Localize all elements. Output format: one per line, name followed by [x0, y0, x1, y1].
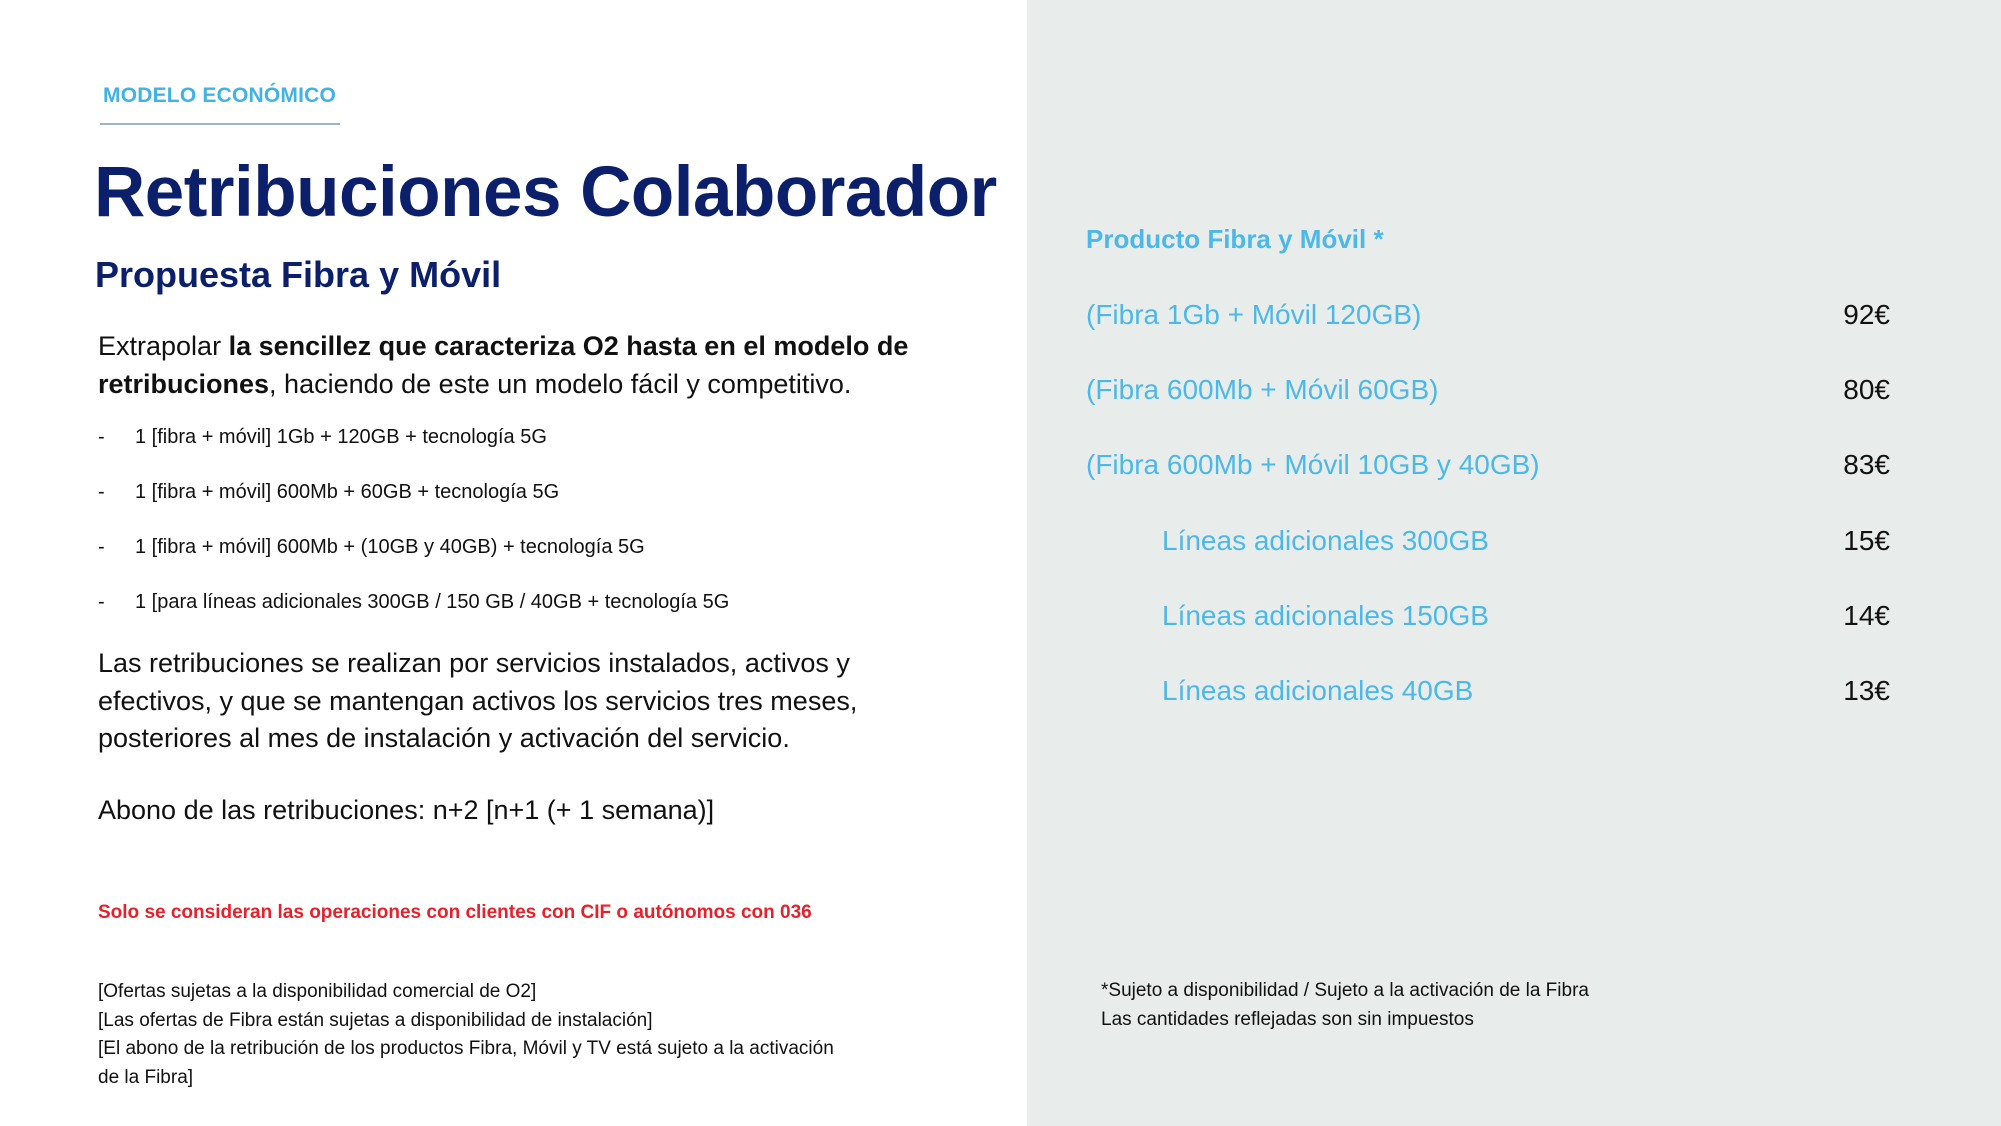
abono-text: Abono de las retribuciones: n+2 [n+1 (+ 1 semana)] [98, 795, 715, 825]
section-divider [100, 123, 340, 125]
product-name: Líneas adicionales 300GB [1162, 525, 1489, 556]
intro-part1: Extrapolar [98, 331, 229, 361]
price-row [1086, 600, 1890, 640]
bullet-text: 1 [fibra + móvil] 1Gb + 120GB + tecnología 5G [135, 426, 547, 448]
price-row [1086, 299, 1890, 339]
warning-text: Solo se consideran las operaciones con clientes con CIF o autónomos con 036 [98, 902, 812, 923]
product-price: 15€ [1843, 525, 1890, 556]
product-price: 14€ [1843, 600, 1890, 631]
bullet-text: 1 [fibra + móvil] 600Mb + 60GB + tecnología 5G [135, 481, 560, 503]
product-price: 92€ [1843, 299, 1890, 330]
product-name: Líneas adicionales 150GB [1162, 600, 1489, 631]
note-line: [Las ofertas de Fibra están sujetas a disponibilidad de instalación] [98, 1009, 653, 1031]
product-name: Líneas adicionales 40GB [1162, 675, 1474, 706]
price-row [1086, 449, 1890, 489]
product-name: (Fibra 600Mb + Móvil 10GB y 40GB) [1086, 449, 1540, 480]
list-item [98, 530, 978, 585]
product-heading: Producto Fibra y Móvil * [1086, 224, 1384, 254]
bullet-text: 1 [para líneas adicionales 300GB / 150 GB / 40GB + tecnología 5G [135, 591, 730, 613]
retribution-paragraph: Las retribuciones se realizan por servicios instalados, activos y efectivos, y que se mantengan activos los servicios tres meses, posteriores al mes de instalación y activación del servicio. [98, 648, 858, 753]
list-item [98, 585, 978, 640]
price-row [1086, 675, 1890, 715]
price-row [1086, 525, 1890, 565]
intro-part2: , haciendo de este un modelo fácil y competitivo. [269, 369, 852, 399]
bullet-list [98, 420, 978, 640]
intro-text [98, 327, 958, 403]
note-line: [El abono de la retribución de los productos Fibra, Móvil y TV está sujeto a la activación de la Fibra] [98, 1038, 834, 1088]
footnote-line: *Sujeto a disponibilidad / Sujeto a la activación de la Fibra [1101, 980, 1589, 1001]
bullet-dash: - [98, 481, 105, 503]
product-name: (Fibra 600Mb + Móvil 60GB) [1086, 374, 1439, 405]
bullet-dash: - [98, 426, 105, 448]
product-name: (Fibra 1Gb + Móvil 120GB) [1086, 299, 1422, 330]
footnote [1101, 976, 1589, 1034]
product-price: 80€ [1843, 374, 1890, 405]
bullet-dash: - [98, 591, 105, 613]
product-price: 83€ [1843, 449, 1890, 480]
product-price: 13€ [1843, 675, 1890, 706]
footnote-line: Las cantidades reflejadas son sin impuestos [1101, 1009, 1474, 1030]
note-line: [Ofertas sujetas a la disponibilidad comercial de O2] [98, 981, 537, 1002]
page-title: Retribuciones Colaborador [94, 153, 997, 232]
price-row [1086, 374, 1890, 414]
intro-bold: la sencillez que caracteriza O2 hasta en el modelo de retribuciones [98, 331, 909, 399]
list-item [98, 420, 978, 475]
offer-notes [98, 978, 858, 1092]
page-subtitle: Propuesta Fibra y Móvil [95, 254, 502, 295]
section-label: MODELO ECONÓMICO [103, 84, 337, 107]
bullet-text: 1 [fibra + móvil] 600Mb + (10GB y 40GB) + tecnología 5G [135, 536, 645, 558]
list-item [98, 475, 978, 530]
bullet-dash: - [98, 536, 105, 558]
